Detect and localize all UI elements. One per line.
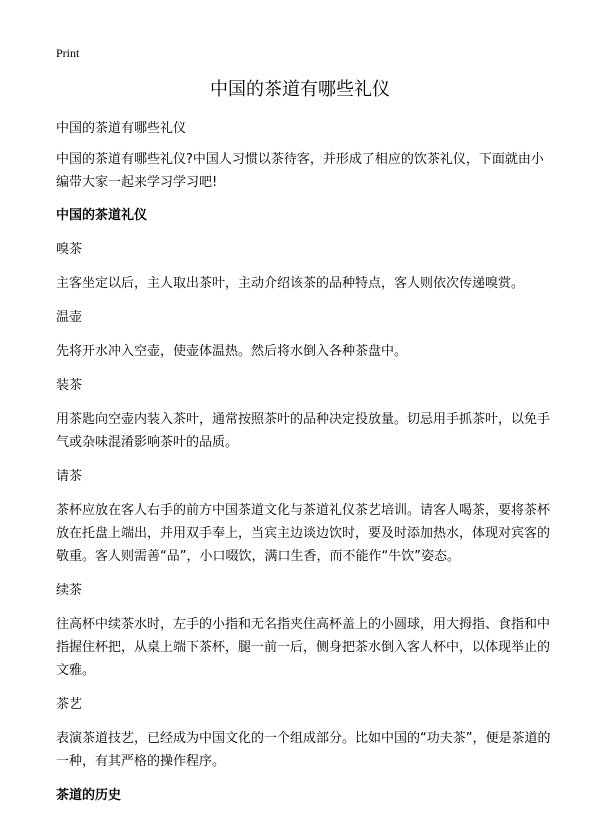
section-heading-etiquette: 中国的茶道礼仪 — [56, 208, 148, 223]
item-body: 用茶匙向空壶内装入茶叶，通常按照茶叶的品种决定投放量。切忌用手抓茶叶，以免手气或杂味混淆影响茶叶的品质。 — [56, 412, 551, 450]
item-heading: 茶艺 — [56, 697, 83, 712]
print-link[interactable]: Print — [56, 46, 80, 60]
item-heading: 嗅茶 — [56, 242, 83, 257]
page-title: 中国的茶道有哪些礼仪 — [210, 79, 390, 100]
item-heading: 装茶 — [56, 378, 83, 393]
item-body: 表演茶道技艺，已经成为中国文化的一个组成部分。比如中国的“功夫茶”，便是茶道的一种，有其严格的操作程序。 — [56, 731, 551, 769]
item-body: 茶杯应放在客人右手的前方中国茶道文化与茶道礼仪茶艺培训。请客人喝茶，要将茶杯放在托盘上端出，并用双手奉上，当宾主边谈边饮时，要及时添加热水，体现对宾客的敬重。客人则需善“品”，小口啜饮，满口生香，而不能作“牛饮”姿态。 — [56, 503, 551, 564]
item-heading: 温壶 — [56, 310, 83, 325]
article-subtitle: 中国的茶道有哪些礼仪 — [56, 121, 187, 136]
item-body: 先将开水冲入空壶，使壶体温热。然后将水倒入各种茶盘中。 — [56, 344, 408, 359]
item-heading: 请茶 — [56, 469, 83, 484]
article-body — [56, 117, 552, 807]
section-heading-history: 茶道的历史 — [56, 788, 122, 803]
item-heading: 续茶 — [56, 583, 83, 598]
intro-paragraph: 中国的茶道有哪些礼仪?中国人习惯以茶待客，并形成了相应的饮茶礼仪，下面就由小编带大家一起来学习学习吧! — [56, 152, 544, 190]
item-body: 主客坐定以后，主人取出茶叶，主动介绍该茶的品种特点，客人则依次传递嗅赏。 — [56, 276, 525, 291]
item-body: 往高杯中续茶水时，左手的小指和无名指夹住高杯盖上的小圆球，用大拇指、食指和中指握住杯把，从桌上端下茶杯，腿一前一后，侧身把茶水倒入客人杯中，以体现举止的文雅。 — [56, 617, 551, 678]
